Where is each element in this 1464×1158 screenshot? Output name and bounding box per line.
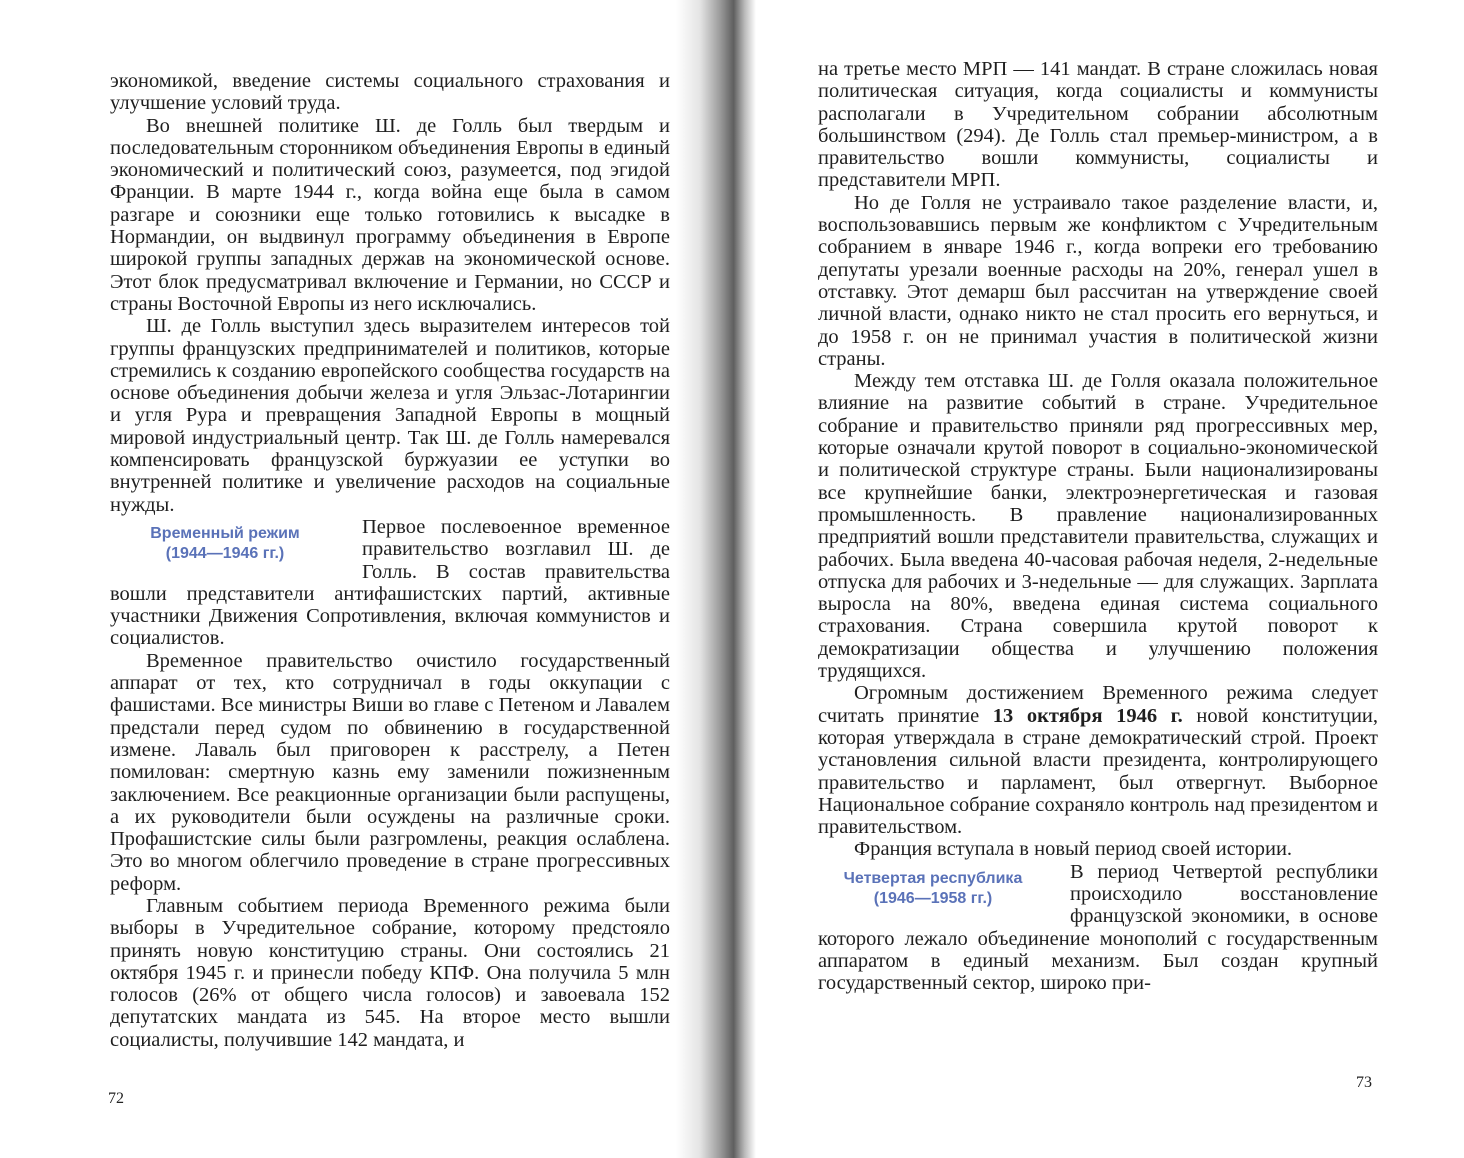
- paragraph: на третье место МРП — 141 мандат. В стране сложилась новая политическая ситуация, когда социалисты и коммунисты располагали в Учредительном собрании абсолютным большинством (294). Де Голль стал премьер-министром, а в правительство вошли коммунисты, социалисты и представители МРП.: [818, 58, 1378, 192]
- paragraph: Между тем отставка Ш. де Голля оказала положительное влияние на развитие событий в стране. Учредительное собрание и правительство приняли ряд прогрессивных мер, которые означали крутой поворот в социально-экономической и политической структуре страны. Были национализированы все крупнейшие банки, электроэнергетическая и газовая промышленность. В правление национализированных предприятий вошли представители правительства, служащих и рабочих. Была введена 40-часовая рабочая неделя, 2-недельные отпуска для рабочих и 3-недельные — для служащих. Зарплата выросла на 80%, введена единая система социального страхования. Страна совершила крутой поворот к демократизации общества и улучшению положения трудящихся.: [818, 370, 1378, 683]
- page-number-left: 72: [108, 1090, 124, 1107]
- paragraph: Франция вступала в новый период своей истории.: [854, 838, 1293, 861]
- paragraph: Временное правительство очистило государственный аппарат от тех, кто сотрудничал в годы оккупации с фашистами. Все министры Виши во главе с Петеном и Лавалем предстали перед судом по обвинению в государственной измене. Лаваль был приговорен к расстрелу, а Петен помилован: смертную казнь ему заменили пожизненным заключением. Все реакционные организации были распущены, а их руководители были осуждены на различные сроки. Профашистские силы были разгромлены, реакция ослаблена. Это во многом облегчило проведение в стране прогрессивных реформ.: [110, 649, 670, 895]
- paragraph: экономикой, введение системы социального страхования и улучшение условий труда.: [110, 70, 670, 115]
- paragraph: Во внешней политике Ш. де Голль был твердым и последовательным сторонником объединения Европы в единый экономический и политический союз, разумеется, под эгидой Франции. В марте 1944 г., когда война еще была в самом разгаре и союзники еще только готовились к высадке в Нормандии, он выдвинул программу объединения в Европе широкой группы западных держав на экономической основе. Этот блок предусматривал включение и Германии, но СССР и страны Восточной Европы из него исключались.: [110, 114, 670, 315]
- book-gutter: [676, 0, 756, 1158]
- constitution-date: 13 октября 1946 г.: [992, 704, 1183, 727]
- paragraph: Ш. де Голль выступил здесь выразителем интересов той группы французских предпринимателей и политиков, которые стремились к созданию европейского сообщества государств на основе объединения добычи железа и угля Эльзас-Лотарингии и угля Рура и превращения Западной Европы в мощный мировой индустриальный центр. Так Ш. де Голль намеревался компенсировать французской буржуазии ее уступки во внутренней политике и увеличение расходов на социальные нужды.: [110, 315, 670, 516]
- paragraph-start: Огромным достижением Временного режима следует считать принятие: [818, 682, 1378, 727]
- paragraph: [818, 682, 1378, 838]
- margin-heading-fourth-republic: [808, 869, 1058, 909]
- left-text-column: [110, 70, 670, 1051]
- paragraph-end: новой конституции, которая утверждала в стране демократический строй. Проект установления сильной власти президента, контролирующего правительство и парламент, был отвергнут. Выборное Национальное собрание сохраняло контроль над президентом и правительством.: [818, 704, 1379, 839]
- right-text-column: [818, 58, 1378, 994]
- margin-heading-title: Четвертая республика: [843, 869, 1023, 887]
- margin-heading-years: (1944—1946 гг.): [165, 544, 285, 562]
- page-number-right: 73: [1356, 1074, 1372, 1091]
- margin-heading-title: Временный режим: [150, 524, 300, 542]
- paragraph: Главным событием периода Временного режима были выборы в Учредительное собрание, которому предстояло принять новую конституцию страны. Они состоялись 21 октября 1945 г. и принесли победу КПФ. Она получила 5 млн голосов (26% от общего числа голосов) и завоевала 152 депутатских мандата из 545. На второе место вышли социалисты, получившие 142 мандата, и: [110, 894, 670, 1051]
- paragraph: В период Четвертой республики происходило восстановление французской экономики, в основе которого лежало объединение монополий с государственным аппаратом в единый механизм. Был создан крупный государственный сектор, широко при-: [818, 860, 1378, 995]
- paragraph: Первое послевоенное временное правительство возглавил Ш. де Голль. В состав правительства вошли представители антифашистских партий, активные участники Движения Сопротивления, включая коммунистов и социалистов.: [110, 515, 670, 650]
- paragraph: Но де Голля не устраивало такое разделение власти, и, воспользовавшись первым же конфликтом с Учредительным собранием в январе 1946 г., когда вопреки его требованию депутаты урезали военные расходы на 20%, генерал ушел в отставку. Этот демарш был рассчитан на утверждение своей личной власти, однако никто не стал просить его вернуться, и до 1958 г. он не принимал участия в политической жизни страны.: [818, 191, 1378, 370]
- margin-heading-provisional-regime: [100, 524, 350, 564]
- margin-heading-years: (1946—1958 гг.): [873, 889, 993, 907]
